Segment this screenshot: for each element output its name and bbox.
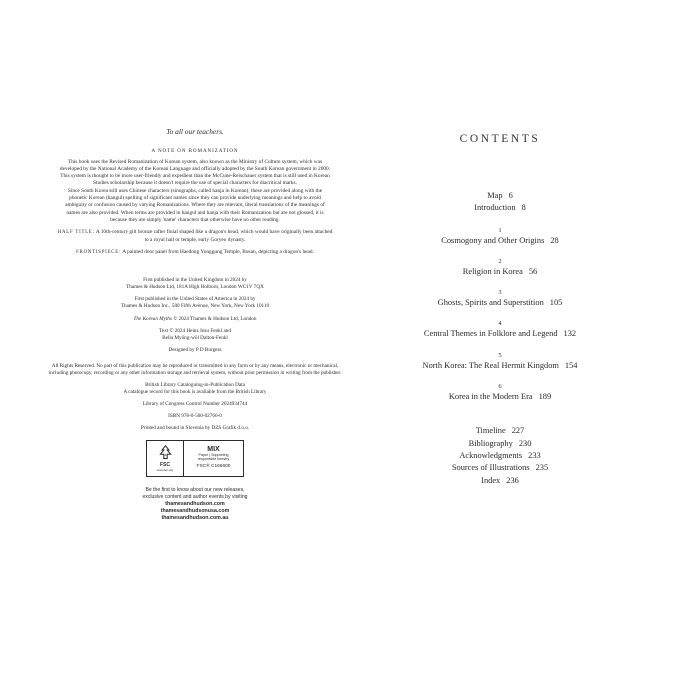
romanization-note-paragraph: Since South Korea still uses Chinese characters (sinographs, called hanja in Korean), these are provided along with the phonetic Korean (hangul) spelling of significant names since they can provide underlying meanings and help to avoid ambiguity or confusion caused by varying Romanizations. Where they are relevant, literal translations of the meanings of names are also provided. When terms are provided in hangul and hanja with their Romanization but are not glossed, it is because they are simply 'name' characters that otherwise have no other reading.: [65, 187, 325, 223]
half-title-label: HALF TITLE:: [57, 230, 95, 236]
publication-us: [48, 296, 342, 310]
romanization-note-heading: A NOTE ON ROMANIZATION: [151, 148, 239, 155]
fsc-website: www.fsc.org: [156, 468, 174, 472]
fsc-tree-icon: [157, 444, 174, 461]
toc-entry-title: Index: [481, 475, 501, 485]
cip-data: [48, 382, 342, 396]
toc-chapter-entry[interactable]: [360, 391, 640, 403]
chapter-number: 2: [498, 257, 502, 265]
toc-entry-title: Cosmogony and Other Origins: [441, 235, 545, 245]
dedication: To all our teachers.: [166, 127, 224, 136]
contents-heading: CONTENTS: [459, 133, 541, 145]
toc-entry-title: Timeline: [475, 426, 506, 436]
toc-entry-page: 233: [528, 450, 541, 460]
toc-entry-page: 6: [508, 191, 513, 200]
half-title-text: A 10th-century gilt bronze rafter finial shaped like a dragon's head, which would have originally been attached to a royal hall or temple, early Goryeo dynasty.: [95, 229, 333, 243]
chapter-number: 4: [498, 320, 502, 328]
toc-entry-title: Korea in the Modern Era: [448, 392, 533, 402]
promo-line: Be the first to know about our new releases,: [145, 486, 245, 493]
toc-entry-title: Central Themes in Folklore and Legend: [423, 329, 558, 339]
toc-entry-page: 236: [506, 475, 519, 485]
toc-entry-page: 227: [511, 426, 525, 436]
chapter-number: 3: [498, 289, 502, 297]
website-link[interactable]: thamesandhudsonusa.com: [160, 507, 230, 514]
toc-entry-page: 230: [518, 438, 532, 448]
contents-page: [360, 0, 640, 679]
fsc-code: FSC® C166600: [196, 464, 231, 470]
copyright-holder: © 2024 Thames & Hudson Ltd, London: [171, 315, 257, 322]
toc-entry-title: Bibliography: [468, 438, 513, 448]
publication-us-line: First published in the United States of America in 2024 by: [134, 296, 256, 303]
toc-entry-page: 105: [549, 298, 563, 308]
toc-entry[interactable]: [360, 425, 640, 437]
toc-entry-title: Acknowledgments: [459, 450, 523, 460]
toc-chapter-entry[interactable]: [360, 297, 640, 309]
printer-credit: Printed and bound in Slovenia by DZS Grafik d.o.o.: [140, 425, 250, 432]
toc-entry-page: 189: [538, 392, 552, 402]
toc-entry[interactable]: [360, 190, 640, 202]
table-of-contents: [360, 190, 640, 487]
publication-uk: [48, 277, 342, 291]
toc-entry[interactable]: [360, 462, 640, 474]
chapter-number: 1: [498, 226, 502, 234]
back-matter: [360, 425, 640, 486]
isbn: ISBN 978-0-500-02766-0: [168, 413, 222, 420]
text-copyright-authors: Bella Myŏng-wŏl Dalton-Fenkl: [162, 334, 228, 341]
copyright-line: [48, 316, 342, 323]
designer-credit: Designed by P D Burgess: [168, 346, 222, 353]
website-link[interactable]: thamesandhudson.com: [165, 500, 225, 507]
website-link[interactable]: thamesandhudson.com.au: [161, 514, 229, 521]
toc-entry-page: 28: [550, 235, 559, 245]
toc-entry-page: 235: [535, 463, 549, 473]
loc-number: Library of Congress Control Number 2024934744: [142, 401, 248, 408]
half-title-caption: [55, 229, 335, 244]
toc-entry-page: 132: [563, 329, 577, 339]
toc-chapter-entry[interactable]: [360, 360, 640, 372]
toc-entry[interactable]: [360, 202, 640, 214]
toc-entry-title: Map: [487, 191, 503, 200]
rights-statement: All Rights Reserved. No part of this publication may be reproduced or transmitted in any form or by any means, electronic or mechanical, including photocopy, recording or any other information storage and retrieval system, without prior permission in writing from the publisher.: [48, 362, 342, 376]
fsc-forestry-label: responsible forestry: [197, 457, 230, 462]
fsc-logo-text: FSC: [160, 461, 170, 468]
promo-line: exclusive content and author events by visiting: [142, 493, 248, 500]
toc-entry-page: 154: [564, 360, 578, 370]
toc-entry-title: Introduction: [474, 203, 516, 213]
text-copyright: [48, 328, 342, 342]
romanization-note-paragraph: This book uses the Revised Romanization of Korean system, also known as the Ministry of Culture system, which was developed by the National Academy of the Korean Language and officially adopted by the South Korean government in 2000. This system is thought to be more user-friendly and expedient than the McCune-Reischauer system that is still used in Korean Studies scholarship because it doesn't require the use of special characters for diacritical marks.: [59, 158, 331, 187]
frontispiece-text: A painted door panel from Haedong Yonggung Temple, Busan, depicting a dragon's head.: [122, 248, 314, 255]
romanization-note: [59, 159, 331, 225]
chapter-number: 6: [498, 383, 502, 391]
copyright-page: [48, 128, 342, 522]
fsc-mix-label: MIX: [207, 445, 220, 453]
toc-entry-title: Religion in Korea: [462, 266, 523, 276]
toc-entry[interactable]: [360, 438, 640, 450]
text-copyright-line: Text © 2024 Heinz Insu Fenkl and: [159, 327, 231, 334]
toc-chapter-entry[interactable]: [360, 328, 640, 340]
cip-heading: British Library Cataloguing-in-Publication Data: [145, 382, 245, 389]
cip-text: A catalogue record for this book is available from the British Library: [123, 389, 267, 396]
publication-us-address: Thames & Hudson Inc., 500 Fifth Avenue, New York, New York 10110: [120, 303, 270, 310]
chapter-number: 5: [498, 351, 502, 359]
toc-entry-page: 56: [528, 266, 538, 276]
publication-uk-line: First published in the United Kingdom in 2024 by: [143, 277, 247, 284]
frontispiece-label: FRONTISPIECE:: [76, 249, 122, 255]
toc-chapter-entry[interactable]: [360, 266, 640, 278]
toc-entry[interactable]: [360, 450, 640, 462]
book-title: The Korean Myths: [133, 315, 172, 322]
toc-chapter-entry[interactable]: [360, 235, 640, 247]
frontispiece-caption: [55, 249, 335, 256]
publication-uk-address: Thames & Hudson Ltd, 181A High Holborn, London WC1V 7QX: [126, 284, 264, 291]
fsc-certification-logo: [146, 440, 244, 477]
toc-entry-title: Ghosts, Spirits and Superstition: [437, 298, 544, 308]
publication-details: [48, 277, 342, 432]
toc-entry-title: Sources of Illustrations: [451, 463, 530, 473]
toc-entry-page: 8: [521, 203, 526, 213]
toc-entry-title: North Korea: The Real Hermit Kingdom: [422, 360, 559, 370]
fsc-paper-label: Paper | Supporting: [198, 453, 229, 458]
toc-entry[interactable]: [360, 475, 640, 487]
